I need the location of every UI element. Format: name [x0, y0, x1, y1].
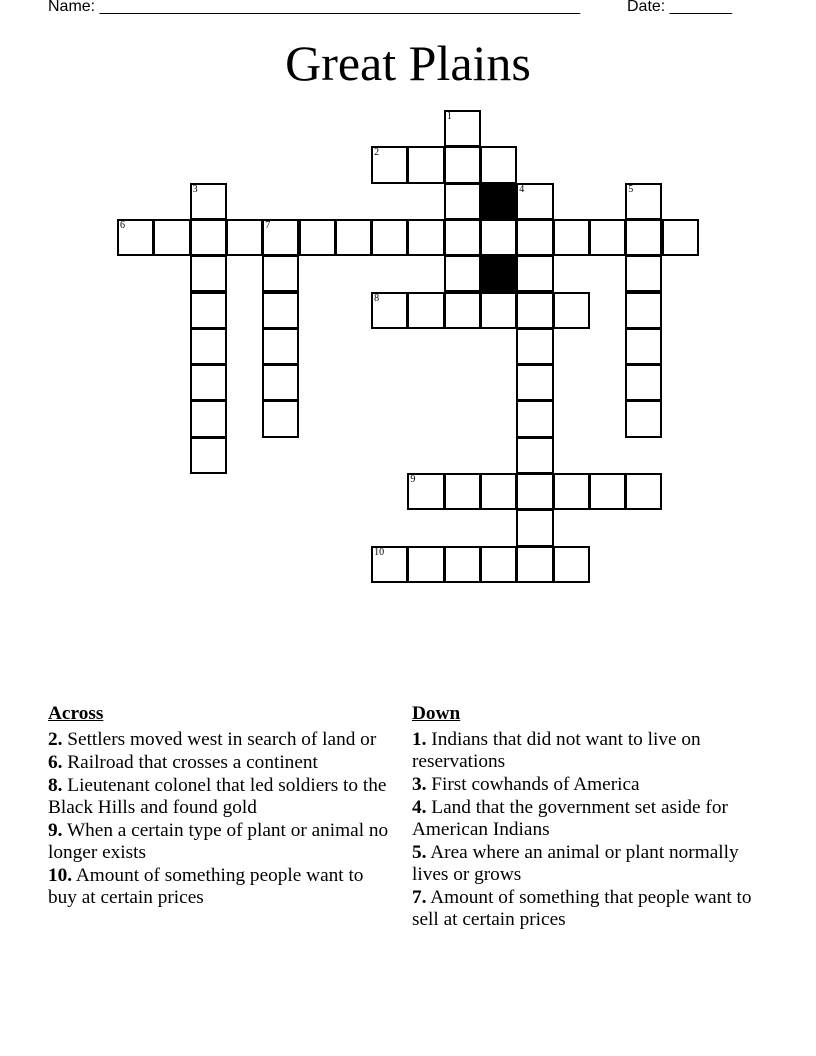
clue-text: Amount of something people want to buy at certain prices	[48, 865, 364, 908]
grid-cell[interactable]	[480, 292, 517, 329]
grid-cell[interactable]	[516, 292, 553, 329]
clue-number: 5.	[412, 842, 427, 863]
clue-text: Indians that did not want to live on reservations	[412, 729, 701, 772]
grid-cell[interactable]	[262, 400, 299, 437]
grid-cell[interactable]	[371, 292, 408, 329]
grid-cell[interactable]	[407, 219, 444, 256]
black-cell	[480, 255, 517, 292]
black-cell	[480, 183, 517, 220]
clue-across-8	[48, 775, 393, 819]
grid-cell[interactable]	[444, 146, 481, 183]
grid-cell[interactable]	[190, 364, 227, 401]
grid-cell[interactable]	[407, 292, 444, 329]
clue-across-2	[48, 729, 393, 751]
name-field-label[interactable]: Name: ______________________________________________________	[48, 0, 581, 15]
grid-cell[interactable]	[153, 219, 190, 256]
grid-cell[interactable]	[226, 219, 263, 256]
grid-cell[interactable]	[516, 546, 553, 583]
grid-cell[interactable]	[553, 292, 590, 329]
grid-cell[interactable]	[190, 328, 227, 365]
grid-cell[interactable]	[190, 292, 227, 329]
across-heading: Across	[48, 703, 104, 724]
date-field-label[interactable]: Date: _______	[627, 0, 732, 15]
grid-cell[interactable]	[662, 219, 699, 256]
grid-cell[interactable]	[480, 219, 517, 256]
grid-cell[interactable]	[625, 292, 662, 329]
grid-cell[interactable]	[625, 183, 662, 220]
across-clues	[48, 703, 393, 910]
grid-cell[interactable]	[190, 219, 227, 256]
grid-cell[interactable]	[625, 328, 662, 365]
clue-number-label: 6	[120, 219, 125, 231]
grid-cell[interactable]	[371, 146, 408, 183]
grid-cell[interactable]	[407, 473, 444, 510]
grid-cell[interactable]	[335, 219, 372, 256]
clue-across-10	[48, 865, 393, 909]
grid-cell[interactable]	[262, 292, 299, 329]
clue-text: Settlers moved west in search of land or	[62, 729, 377, 750]
grid-cell[interactable]	[516, 509, 553, 546]
grid-cell[interactable]	[553, 473, 590, 510]
clue-number-label: 4	[519, 183, 525, 195]
clue-text: When a certain type of plant or animal no longer exists	[48, 820, 389, 863]
grid-cell[interactable]	[262, 364, 299, 401]
clue-number: 10.	[48, 865, 73, 886]
grid-cell[interactable]	[371, 219, 408, 256]
clue-number-label: 9	[410, 474, 416, 485]
clue-text: Area where an animal or plant normally lives or grows	[412, 842, 739, 885]
clue-number: 7.	[412, 887, 427, 908]
clue-number-label: 3	[192, 183, 198, 195]
clue-text: Amount of something that people want to sell at certain prices	[412, 887, 752, 930]
grid-cell[interactable]	[407, 146, 444, 183]
grid-cell[interactable]	[625, 473, 662, 510]
grid-cell[interactable]	[480, 546, 517, 583]
clue-number-label: 5	[628, 183, 634, 195]
grid-cell[interactable]	[625, 364, 662, 401]
grid-cell[interactable]	[262, 328, 299, 365]
grid-cell[interactable]	[589, 219, 626, 256]
grid-cell[interactable]	[299, 219, 336, 256]
grid-cell[interactable]	[480, 146, 517, 183]
down-heading: Down	[412, 703, 461, 724]
clue-number: 8.	[48, 775, 63, 796]
clue-down-1	[412, 729, 757, 773]
grid-cell[interactable]	[516, 255, 553, 292]
clue-number-label: 8	[374, 292, 380, 304]
clue-text: Railroad that crosses a continent	[62, 752, 318, 773]
clue-down-7	[412, 887, 757, 931]
grid-cell[interactable]	[444, 292, 481, 329]
clue-across-9	[48, 820, 393, 864]
grid-cell[interactable]	[444, 110, 481, 147]
clue-text: Land that the government set aside for American Indians	[412, 797, 728, 840]
clue-text: First cowhands of America	[426, 774, 640, 795]
grid-cell[interactable]	[625, 255, 662, 292]
grid-cell[interactable]	[516, 400, 553, 437]
grid-cell[interactable]	[444, 183, 481, 220]
clue-number: 3.	[412, 774, 427, 795]
clue-number-label: 10	[374, 546, 385, 558]
grid-cell[interactable]	[516, 183, 553, 220]
grid-cell[interactable]	[190, 400, 227, 437]
clue-down-5	[412, 842, 757, 886]
grid-cell[interactable]	[444, 255, 481, 292]
clue-down-3	[412, 774, 757, 796]
grid-cell[interactable]	[371, 546, 408, 583]
clue-number: 4.	[412, 797, 427, 818]
clue-number: 1.	[412, 729, 427, 750]
clue-text: Lieutenant colonel that led soldiers to the Black Hills and found gold	[48, 775, 387, 818]
grid-cell[interactable]	[117, 219, 154, 256]
clue-number: 9.	[48, 820, 63, 841]
grid-cell[interactable]	[516, 437, 553, 474]
down-clues	[412, 703, 757, 932]
grid-cell[interactable]	[190, 437, 227, 474]
clue-number-label: 1	[446, 111, 452, 122]
grid-cell[interactable]	[516, 328, 553, 365]
grid-cell[interactable]	[589, 473, 626, 510]
clue-number: 6.	[48, 752, 63, 773]
grid-cell[interactable]	[516, 364, 553, 401]
grid-cell[interactable]	[190, 255, 227, 292]
grid-cell[interactable]	[407, 546, 444, 583]
clue-down-4	[412, 797, 757, 841]
grid-cell[interactable]	[190, 183, 227, 220]
grid-cell[interactable]	[553, 546, 590, 583]
grid-cell[interactable]	[516, 473, 553, 510]
grid-cell[interactable]	[444, 219, 481, 256]
grid-cell[interactable]	[625, 219, 662, 256]
grid-cell[interactable]	[262, 219, 299, 256]
page-title: Great Plains	[285, 35, 531, 91]
grid-cell[interactable]	[480, 473, 517, 510]
clue-number: 2.	[48, 729, 63, 750]
grid-cell[interactable]	[262, 255, 299, 292]
grid-cell[interactable]	[444, 473, 481, 510]
clue-number-label: 2	[374, 147, 380, 159]
grid-cell[interactable]	[625, 400, 662, 437]
clue-across-6	[48, 752, 393, 774]
grid-cell[interactable]	[516, 219, 553, 256]
grid-cell[interactable]	[444, 546, 481, 583]
clue-number-label: 7	[265, 219, 271, 231]
grid-cell[interactable]	[553, 219, 590, 256]
